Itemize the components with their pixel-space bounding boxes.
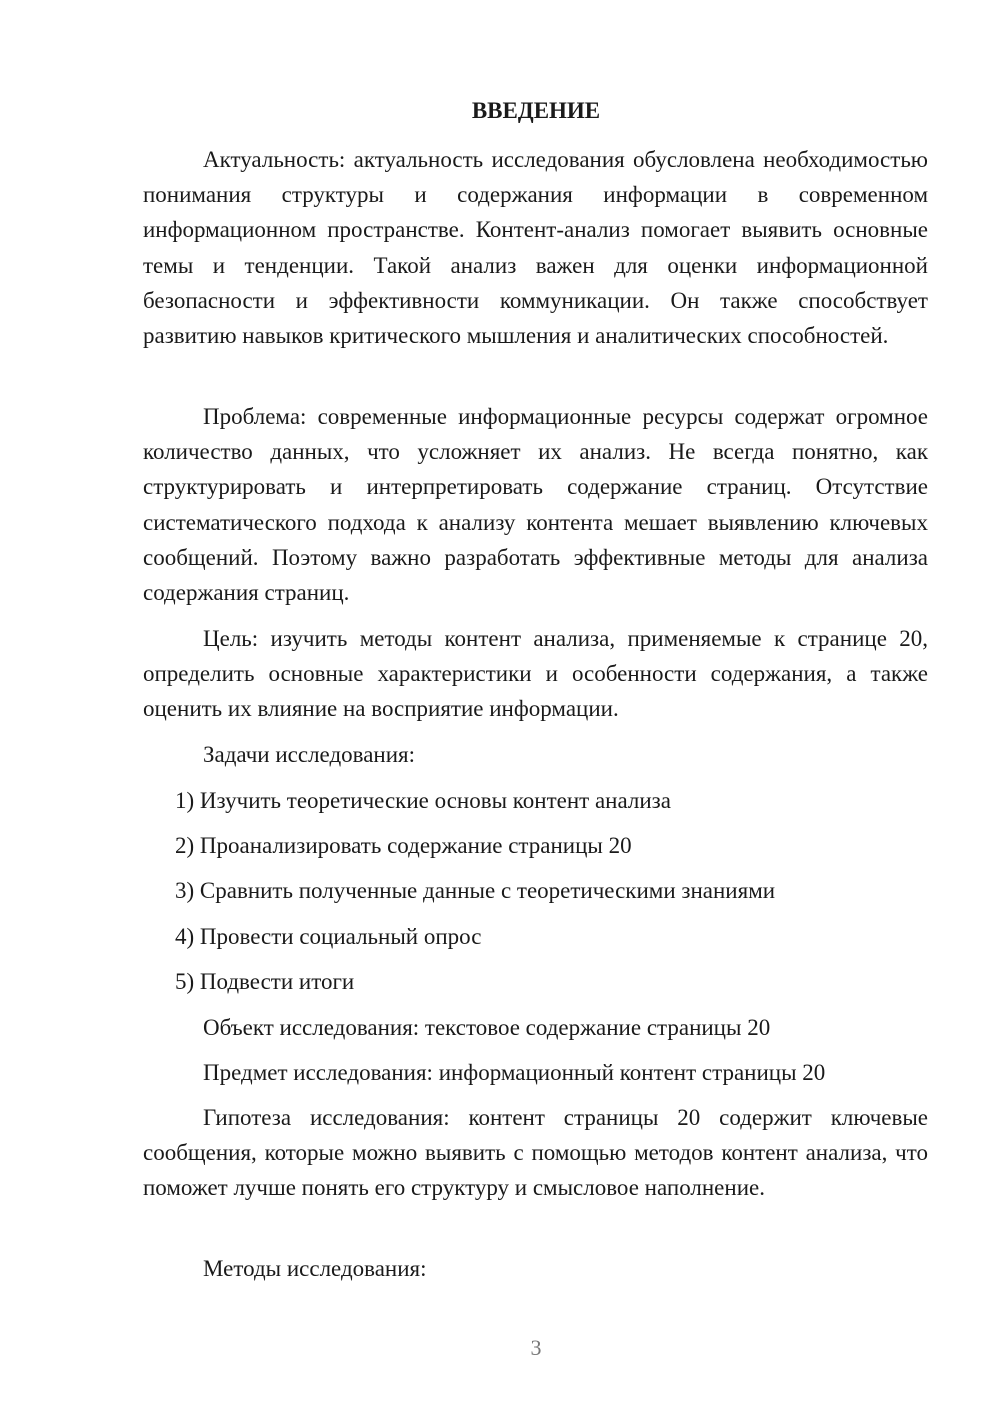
tasks-list — [175, 783, 775, 1009]
paragraph-hypothesis: Гипотеза исследования: контент страницы 20 содержит ключевые сообщения, которые можно выявить с помощью методов контент анализа, что поможет лучше понять его структуру и смысловое наполнение. — [143, 1105, 928, 1201]
tasks-heading: Задачи исследования: — [203, 742, 416, 767]
section-title: ВВЕДЕНИЕ — [471, 98, 601, 123]
paragraph-problem: Проблема: современные информационные ресурсы содержат огромное количество данных, что усложняет их анализ. Не всегда понятно, как структурировать и интерпретировать содержание страниц. Отсутствие систематического подхода к анализу контента мешает выявлению ключевых сообщений. Поэтому важно разработать эффективные методы для анализа содержания страниц. — [143, 404, 928, 606]
task-item-4: 4) Провести социальный опрос — [175, 923, 482, 949]
page-number: 3 — [530, 1335, 542, 1360]
task-item-1: 1) Изучить теоретические основы контент анализа — [175, 788, 671, 813]
paragraph-goal: Цель: изучить методы контент анализа, применяемые к странице 20, определить основные характеристики и особенности содержания, а также оценить их влияние на восприятие информации. — [143, 626, 928, 722]
paragraph-object: Объект исследования: текстовое содержание страницы 20 — [203, 1015, 771, 1040]
task-item-3: 3) Сравнить полученные данные с теоретическими знаниями — [175, 878, 776, 904]
paragraph-subject: Предмет исследования: информационный контент страницы 20 — [203, 1060, 826, 1085]
paragraph-relevance: Актуальность: актуальность исследования обусловлена необходимостью понимания структуры и содержания информации в современном информационном пространстве. Контент-анализ помогает выявить основные темы и тенденции. Такой анализ важен для оценки информационной безопасности и эффективности коммуникации. Он также способствует развитию навыков критического мышления и аналитических способностей. — [143, 147, 928, 349]
methods-heading: Методы исследования: — [203, 1256, 427, 1281]
task-item-5: 5) Подвести итоги — [175, 968, 355, 994]
task-item-2: 2) Проанализировать содержание страницы 20 — [175, 833, 632, 859]
